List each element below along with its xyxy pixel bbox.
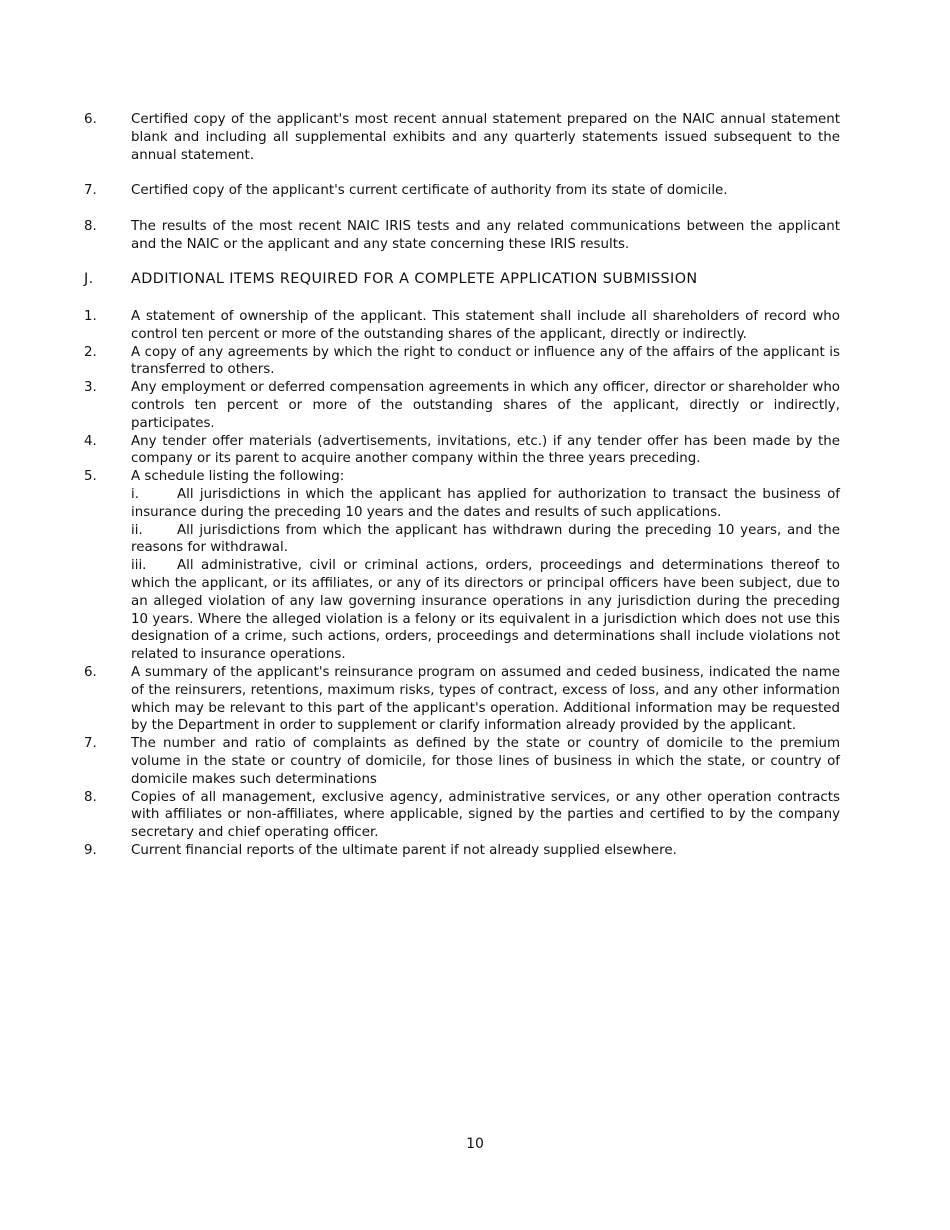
item-text: Any employment or deferred compensation agreements in which any officer, director or shareholder who controls ten percent or more of the outstanding shares of the applicant, directly or indirectly, participates. — [131, 380, 840, 431]
sub-item — [131, 486, 840, 522]
item-text: Certified copy of the applicant's most recent annual statement prepared on the NAIC annual statement blank and including all supplemental exhibits and any quarterly statements issued subsequent to the annual statement. — [131, 112, 840, 163]
item-number: 8. — [84, 219, 97, 235]
sub-item-text: All administrative, civil or criminal actions, orders, proceedings and determinations thereof to which the applicant, or its affiliates, or any of its directors or principal officers have been subject, due to an alleged violation of any law governing insurance operations in any jurisdiction during the preceding 10 years. Where the alleged violation is a felony or its equivalent in a jurisdiction which does not use this designation of a crime, such actions, orders, proceedings and determinations shall include violations not related to insurance operations. — [131, 558, 840, 663]
list-item — [84, 735, 840, 788]
item-number: 2. — [84, 344, 97, 360]
list-item — [84, 111, 840, 164]
top-items-list — [84, 111, 840, 254]
list-item — [84, 468, 840, 664]
item-number: 4. — [84, 433, 97, 449]
list-item — [84, 182, 840, 200]
section-letter: J. — [84, 271, 94, 287]
item-number: 5. — [84, 469, 97, 485]
list-item — [84, 379, 840, 432]
list-item — [84, 218, 840, 254]
item-text: A summary of the applicant's reinsurance program on assumed and ceded business, indicated the name of the reinsurers, retentions, maximum risks, types of contract, excess of loss, and any other information which may be relevant to this part of the applicant's operation. Additional information may be requested by the Department in order to supplement or clarify information already provided by the applicant. — [131, 664, 840, 734]
item-text: A schedule listing the following: — [131, 469, 345, 485]
sub-item-text: All jurisdictions in which the applicant has applied for authorization to transact the business of insurance during the preceding 10 years and the dates and results of such applications. — [131, 486, 840, 520]
list-item — [84, 433, 840, 469]
sub-item-number: i. — [131, 486, 139, 502]
item-text: A statement of ownership of the applicant. This statement shall include all shareholders of record who control ten percent or more of the outstanding shares of the applicant, directly or indirectly. — [131, 309, 840, 342]
section-j-list — [84, 308, 840, 860]
list-item — [84, 789, 840, 842]
item-number: 3. — [84, 380, 97, 396]
item-number: 6. — [84, 112, 97, 127]
item-text: A copy of any agreements by which the right to conduct or influence any of the affairs of the applicant is transferred to others. — [131, 344, 840, 378]
item-text: Copies of all management, exclusive agency, administrative services, or any other operation contracts with affiliates or non-affiliates, where applicable, signed by the parties and certified to by the company secretary and chief operating officer. — [131, 789, 840, 841]
item-text: Any tender offer materials (advertisements, invitations, etc.) if any tender offer has been made by the company or its parent to acquire another company within the three years preceding. — [131, 433, 840, 467]
sub-item-text: All jurisdictions from which the applicant has withdrawn during the preceding 10 years, and the reasons for withdrawal. — [131, 522, 840, 556]
sub-item — [131, 557, 840, 664]
sub-item-number: ii. — [131, 522, 143, 538]
list-item — [84, 664, 840, 735]
section-title: ADDITIONAL ITEMS REQUIRED FOR A COMPLETE APPLICATION SUBMISSION — [131, 271, 698, 287]
item-text: Certified copy of the applicant's current certificate of authority from its state of domicile. — [131, 183, 728, 199]
item-number: 9. — [84, 842, 97, 858]
item-text: The number and ratio of complaints as defined by the state or country of domicile to the premium volume in the state or country of domicile, for those lines of business in which the state, or country of domicile makes such determinations — [131, 736, 840, 787]
page-number: 10 — [466, 1136, 484, 1152]
list-item — [84, 308, 840, 344]
item-number: 6. — [84, 664, 97, 680]
item-number: 7. — [84, 183, 97, 199]
item-text: Current financial reports of the ultimate parent if not already supplied elsewhere. — [131, 842, 677, 858]
sub-item-number: iii. — [131, 558, 147, 574]
item-number: 1. — [84, 309, 97, 324]
item-text: The results of the most recent NAIC IRIS tests and any related communications between the applicant and the NAIC or the applicant and any state concerning these IRIS results. — [131, 219, 840, 252]
list-item — [84, 344, 840, 380]
item-number: 8. — [84, 789, 97, 805]
item-number: 7. — [84, 736, 97, 752]
sub-item — [131, 522, 840, 558]
list-item — [84, 842, 840, 860]
